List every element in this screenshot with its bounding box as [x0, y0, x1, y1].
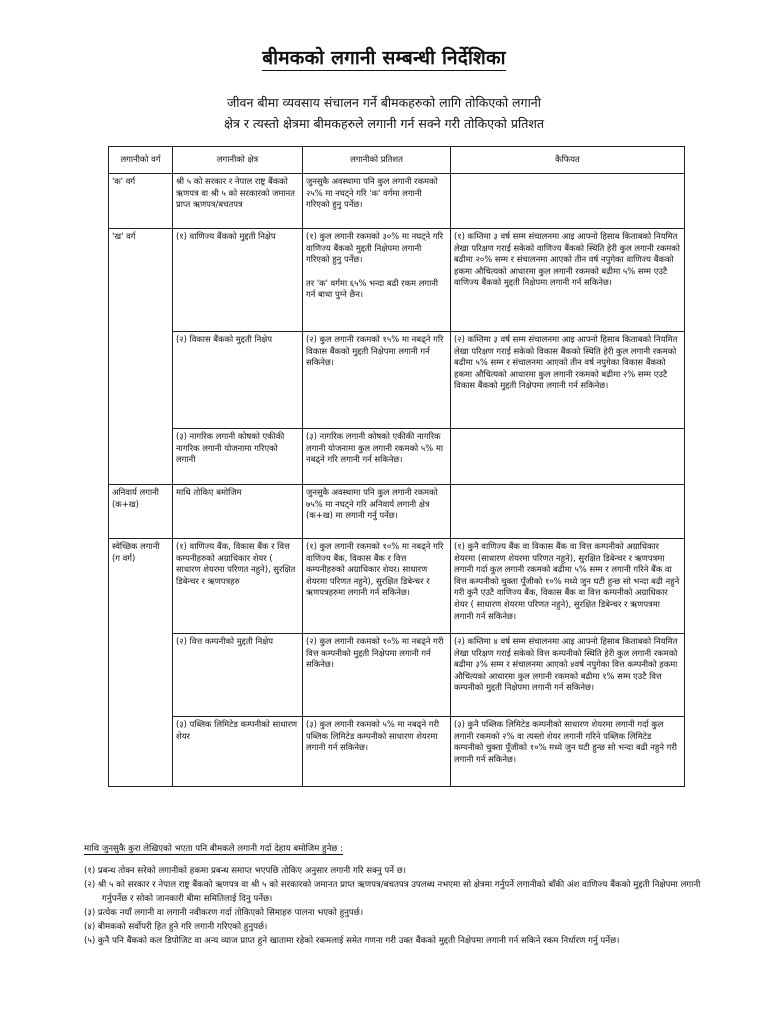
notes-intro: माथि जुनसुकै कुरा लेखिएको भएता पनि बीमकले लगानी गर्दा देहाय बमोजिम हुनेछ :: [84, 844, 344, 854]
percent-cell: जुनसुकै अवस्थामा पनि कुल लगानी रकमको ७५% मा नघट्ने गरि अनिवार्य लगानी क्षेत्र (क+ख) मा लगानी गर्नु पर्नेछ।: [303, 485, 451, 539]
table-row: [109, 539, 685, 634]
table-row: [109, 229, 685, 332]
table-row: [109, 429, 685, 485]
percent-cell: [303, 229, 451, 332]
header-percent: लगानीको प्रतिशत: [303, 147, 451, 174]
remarks-cell: (२) कम्तिमा ३ वर्ष सम्म संचालनमा आइ आफ्नो हिसाब किताबको नियमित लेखा परिक्षण गराई सकेको विकास बैंकको स्थिति हेरी कुल लगानी रकमको बढीमा ५% सम्म र संचालनमा आएको तीन वर्ष नपुगेका विकास बैंकको हकमा औचित्यको आधारमा कुल लगानी रकमको बढीमा २% सम्म एउटै विकास बैंकको मुद्दती निक्षेपमा लगानी गर्न सकिनेछ।: [451, 332, 685, 429]
category-cell: 'ख' वर्ग: [109, 229, 173, 485]
area-cell: (२) वित्त कम्पनीको मुद्दती निक्षेप: [173, 634, 303, 717]
category-cell: अनिवार्य लगानी (क+ख): [109, 485, 173, 539]
area-cell: (३) नागरिक लगानी कोषको एकीकी नागरिक लगानी योजनामा गरिएको लगानी: [173, 429, 303, 485]
remarks-cell: (२) कम्तिमा ४ वर्ष सम्म संचालनमा आइ आफ्नो हिसाब किताबको नियमित लेखा परिक्षण गराई सकेको वित्त कम्पनीको स्थिति हेरी कुल लगानी रकमको बढीमा ३% सम्म र संचालनमा आएको ४वर्ष नपुगेका वित्त कम्पनीको हकमा औचित्यको आधारमा कुल लगानी रकमको बढीमा १% सम्म एउटै वित्त कम्पनीको मुद्दती निक्षेपमा लगानी गर्न सकिनेछ।: [451, 634, 685, 717]
area-cell: माथि तोकिए बमोजिम: [173, 485, 303, 539]
header-category: लगानीको वर्ग: [109, 147, 173, 174]
header-remarks: कैफियत: [451, 147, 685, 174]
percent-cell: (२) कुल लगानी रकमको १५% मा नबढ्ने गरि विकास बैंकको मुद्दती निक्षेपमा लगानी गर्न सकिनेछ।: [303, 332, 451, 429]
percent-text: (१) कुल लगानी रकमको ३०% मा नघट्ने गरि वाणिज्य बैंकको मुद्दती निक्षेपमा लगानी गरिएको हुनु पर्नेछ।: [306, 231, 444, 265]
header-area: लगानीको क्षेत्र: [173, 147, 303, 174]
percent-cell: (२) कुल लगानी रकमको १०% मा नबढ्ने गरी वित्त कम्पनीको मुद्दती निक्षेपमा लगानी गर्न सकिनेछ।: [303, 634, 451, 717]
subtitle-line-1: जीवन बीमा व्यवसाय संचालन गर्ने बीमकहरुको लागि तोकिएको लगानी: [227, 95, 541, 110]
table-row: [109, 485, 685, 539]
investment-table: [108, 146, 685, 787]
area-cell: (२) विकास बैंकको मुद्दती निक्षेप: [173, 332, 303, 429]
remarks-cell: (१) कम्तिमा ३ वर्ष सम्म संचालनमा आइ आफ्नो हिसाब किताबको नियमित लेखा परिक्षण गराई सकेको वाणिज्य बैंकको स्थिति हेरी कुल लगानी रकमको बढीमा २०% सम्म र संचालनमा आएको तीन वर्ष नपुगेका वाणिज्य बैंकको हकमा औचित्यको आधारमा कुल लगानी रकमको बढीमा ५% सम्म एउटै वाणिज्य बैंकको मुद्दती निक्षेपमा लगानी गर्न सकिनेछ।: [451, 229, 685, 332]
area-cell: (१) वाणिज्य बैंकको मुद्दती निक्षेप: [173, 229, 303, 332]
remarks-cell: (३) कुनै पब्लिक लिमिटेड कम्पनीको साधारण शेयरमा लगानी गर्दा कुल लगानी रकमको २% वा त्यस्तो शेयर लगानी गरिने पब्लिक लिमिटेड कम्पनीको चुक्ता पूँजीको १०% मध्ये जुन घटी हुन्छ सो भन्दा बढी नहुने गरी लगानी गर्न सकिनेछ।: [451, 717, 685, 787]
subtitle-line-2: क्षेत्र र त्यस्तो क्षेत्रमा बीमकहरुले लगानी गर्न सक्ने गरी तोकिएको प्रतिशत: [224, 116, 544, 131]
percent-cell: (१) कुल लगानी रकमको १०% मा नबढ्ने गरि वाणिज्य बैंक, विकास बैंक र वित्त कम्पनीहरुको अग्राधिकार शेयर। साधारण शेयरमा परिणत नहुने), सुरक्षित डिबेन्चर र ऋणपत्रहरुमा लगानी गर्न सकिनेछ।: [303, 539, 451, 634]
table-row: [109, 174, 685, 229]
remarks-cell: [451, 174, 685, 229]
table-row: [109, 717, 685, 787]
note-item: (५) कुनै पनि बैंकको कल डिपोजिट वा अन्य व्याज प्राप्त हुने खातामा रहेको रकमलाई समेत गणना गरी उक्त बैंकको मुद्दती निक्षेपमा लगानी गर्न सकिने रकम निर्धारण गर्नु पर्नेछ।: [84, 935, 620, 946]
notes-section: [84, 843, 714, 948]
area-cell: श्री ५ को सरकार र नेपाल राष्ट्र बैंकको ऋणपत्र वा श्री ५ को सरकारको जमानत प्राप्त ऋणपत्र/बचतपत्र: [173, 174, 303, 229]
area-cell: (३) पब्लिक लिमिटेड कम्पनीको साधारण शेयर: [173, 717, 303, 787]
table-row: [109, 332, 685, 429]
note-item: (२) श्री ५ को सरकार र नेपाल राष्ट्र बैंकको ऋणपत्र वा श्री ५ को सरकारको जमानत प्राप्त ऋणपत्र/बचतपत्र उपलब्ध नभएमा सो क्षेत्रमा गर्नुपर्ने लगानीको बाँकी अंश वाणिज्य बैंकको मुद्दती निक्षेपमा लगानी गर्नुपर्नेछ र सोको जानकारी बीमा समितिलाई दिनु पर्नेछ।: [84, 879, 701, 904]
note-item: (३) प्रत्येक नयाँ लगानी वा लगानी नवीकरण गर्दा तोकिएको सिमाहरु पालना भएको हुनुपर्छ।: [84, 907, 364, 918]
area-cell: (१) वाणिज्य बैंक, विकास बैंक र वित्त कम्पनीहरुको अग्राधिकार शेयर ( साधारण शेयरमा परिणत नहुने), सुरक्षित डिबेन्चर र ऋणपत्रहरु: [173, 539, 303, 634]
note-item: (४) बीमकको सर्वोपरी हित हुने गरि लगानी गरिएको हुनुपर्छ।: [84, 921, 268, 932]
percent-cell: (३) नागरिक लगानी कोषको एकीकी नागरिक लगानी योजनामा कुल लगानी रकमको ५% मा नबढ्ने गरि लगानी गर्न सकिनेछ।: [303, 429, 451, 485]
document-title: बीमकको लगानी सम्बन्धी निर्देशिका: [262, 47, 506, 69]
note-item: (१) प्रबन्ध तोक्न सरेको लगानीको हकमा प्रबन्ध समाप्त भएपछि तोकिए अनुसार लगानी गरि सक्नु पर्ने छ।: [84, 865, 406, 876]
remarks-cell: [451, 485, 685, 539]
remarks-cell: [451, 429, 685, 485]
percent-note: तर 'क' वर्गमा ६५% भन्दा बढी रकम लगानी गर्न बाधा पुग्ने छैन।: [306, 277, 439, 300]
category-cell: 'क' वर्ग: [109, 174, 173, 229]
percent-cell: जुनसुकै अवस्थामा पनि कुल लगानी रकमको २५% मा नघट्ने गरि 'क' वर्गमा लगानी गरिएको हुनु पर्नेछ।: [303, 174, 451, 229]
remarks-cell: (१) कुनै वाणिज्य बैंक वा विकास बैंक वा वित्त कम्पनीको अग्राधिकार शेयरमा (साधारण शेयरमा परिणत नहुने), सुरक्षित डिबेन्चर र ऋणपत्रमा लगानी गर्दा कुल लगानी रकमको बढीमा ५% सम्म र लगानी गरिने बैंक वा वित्त कम्पनीको चुक्ता पूँजीको १०% मध्ये जुन घटी हुन्छ सो भन्दा बढी नहुने गरी कुनै एउटै वाणिज्य बैंक, विकास बैंक वा वित्त कम्पनीको अग्राधिकार शेयर ( साधारण शेयरमा परिणत नहुने), सुरक्षित डिबेन्चर र ऋणपत्रमा लगानी गर्न सकिनेछ।: [451, 539, 685, 634]
percent-cell: (३) कुल लगानी रकमको ५% मा नबढ्ने गरी पब्लिक लिमिटेड कम्पनीको साधारण शेयरमा लगानी गर्न सकिनेछ।: [303, 717, 451, 787]
table-header-row: [109, 147, 685, 174]
category-cell: स्वेच्छिक लगानी (ग वर्ग): [109, 539, 173, 787]
table-row: [109, 634, 685, 717]
